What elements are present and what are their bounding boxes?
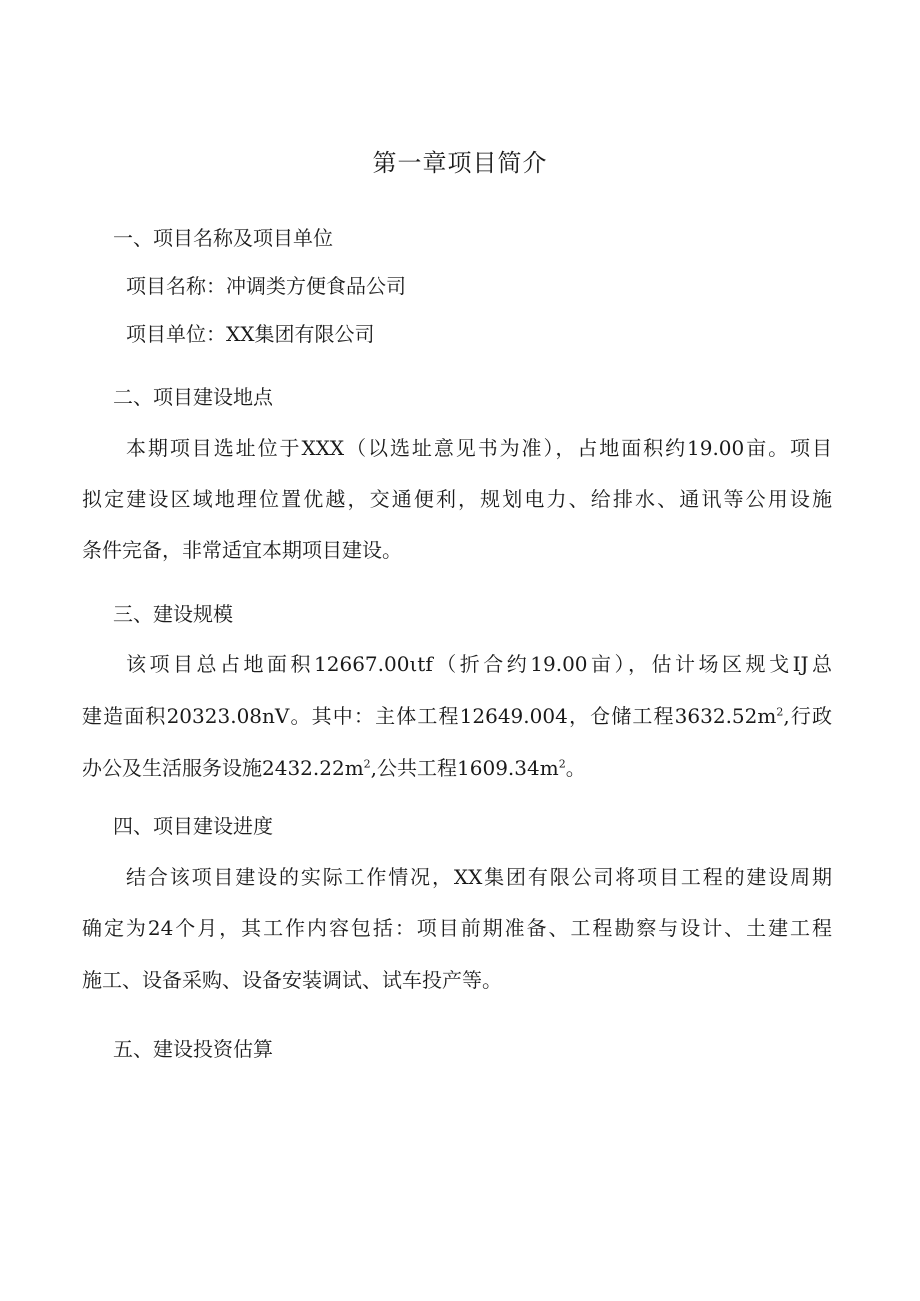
scale-line2-tail: ,行政: [783, 704, 833, 728]
superscript-2: 2: [558, 757, 566, 771]
schedule-paragraph-line-3: 施工、设备采购、设备安装调试、试车投产等。: [82, 968, 502, 992]
section-heading-project-name: 一、项目名称及项目单位: [113, 226, 333, 250]
section-heading-schedule: 四、项目建设进度: [113, 814, 273, 838]
scale-paragraph-line-1: 该项目总占地面积12667.00ιtf（折合约19.00亩），估计场区规戈IJ总: [126, 652, 832, 676]
scale-paragraph-line-2: [82, 701, 832, 731]
section-heading-scale: 三、建设规模: [113, 602, 233, 626]
location-paragraph-line-3: 条件完备，非常适宜本期项目建设。: [82, 538, 402, 562]
section-heading-investment: 五、建设投资估算: [113, 1037, 273, 1061]
project-unit-line: 项目单位：XX集团有限公司: [126, 322, 375, 346]
location-paragraph-line-2: 拟定建设区域地理位置优越，交通便利，规划电力、给排水、通讯等公用设施: [82, 487, 832, 511]
chapter-title: 第一章项目简介: [372, 149, 548, 177]
scale-line3-mid: ,公共工程1609.34m: [370, 756, 559, 780]
schedule-paragraph-line-1: 结合该项目建设的实际工作情况，XX集团有限公司将项目工程的建设周期: [126, 865, 832, 889]
project-name-line: 项目名称：冲调类方便食品公司: [126, 274, 406, 298]
schedule-paragraph-line-2: 确定为24个月，其工作内容包括：项目前期准备、工程勘察与设计、土建工程: [82, 916, 832, 940]
scale-line2-text: 建造面积20323.08nV。其中：主体工程12649.004，仓储工程3632.52m: [82, 704, 777, 728]
location-paragraph-line-1: 本期项目选址位于XXX（以选址意见书为准），占地面积约19.00亩。项目: [126, 436, 832, 460]
scale-paragraph-line-3: [82, 753, 586, 783]
scale-line3-text: 办公及生活服务设施2432.22m: [82, 756, 364, 780]
superscript-2: 2: [363, 757, 371, 771]
superscript-2: 2: [776, 705, 784, 719]
scale-line3-end: 。: [565, 756, 586, 780]
section-heading-location: 二、项目建设地点: [113, 385, 273, 409]
